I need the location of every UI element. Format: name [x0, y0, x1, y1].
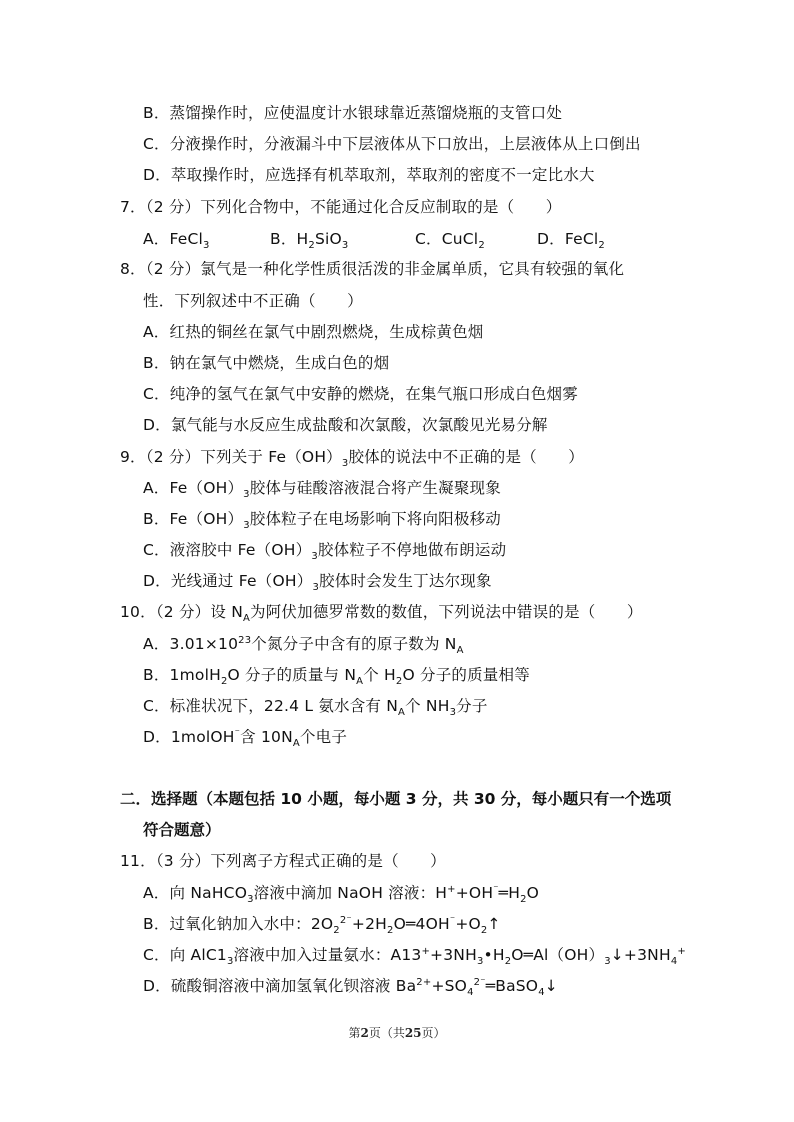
q11-option-c: C．向 $AlC1_3$溶液中加入过量氨水：$A13^++3NH_3•H_2O═Al(OH)_3↓+3NH_4^+$ — [143, 945, 686, 968]
q10-option-a: A．$3.01\times 10^{23}$个氮分子中含有的原子数为 $N_A$ — [143, 634, 464, 657]
section-2-heading-line2: 符合题意） — [143, 821, 221, 839]
q9-option-b: B．$Fe(OH)_3$胶体粒子在电场影响下将向阳极移动 — [143, 510, 501, 532]
q10-stem: 10．（2 分）设 $N_A$为阿伏加德罗常数的数值，下列说法中错误的是（ ） — [120, 603, 643, 625]
q9-option-a: A．$Fe(OH)_3$胶体与硅酸溶液混合将产生凝聚现象 — [143, 479, 501, 501]
q8-option-c: C．纯净的氢气在氯气中安静的燃烧，在集气瓶口形成白色烟雾 — [143, 385, 578, 403]
q8-stem-line1: 8．（2 分）氯气是一种化学性质很活泼的非金属单质，它具有较强的氧化 — [120, 260, 625, 278]
q11-option-a: A．向 NaHCO$_3$溶液中滴加 NaOH 溶液：$H^++OH^{^-}═H_2O$ — [143, 883, 540, 906]
q6-option-d: D．萃取操作时，应选择有机萃取剂，萃取剂的密度不一定比水大 — [143, 166, 595, 184]
q6-option-c: C．分液操作时，分液漏斗中下层液体从下口放出，上层液体从上口倒出 — [143, 135, 641, 153]
q9-option-c: C．液溶胶中 $Fe(OH)_3$胶体粒子不停地做布朗运动 — [143, 541, 507, 563]
q8-option-a: A．红热的铜丝在氯气中剧烈燃烧，生成棕黄色烟 — [143, 323, 484, 341]
q10-option-d: D．1molOH⁻含 $10N_A$个电子 — [143, 727, 348, 750]
q8-option-d: D．氯气能与水反应生成盐酸和次氯酸，次氯酸见光易分解 — [143, 416, 548, 434]
q10-option-c: C．标准状况下，22.4 L 氨水含有 $N_A$个 $NH_3$分子 — [143, 697, 488, 719]
q7-option-d: D．FeCl$_2$ — [537, 230, 605, 252]
q11-stem: 11．（3 分）下列离子方程式正确的是（ ） — [120, 852, 446, 870]
q9-stem: 9．（2 分）下列关于 $Fe(OH)_3$胶体的说法中不正确的是（ ） — [120, 448, 584, 470]
q7-option-a: A．FeCl$_3$ — [143, 230, 210, 252]
q11-option-b: B．过氧化钠加入水中：$2O_2^{2^-}+2H_2O═4OH^{^-}+O_2↑$ — [143, 914, 501, 937]
q7-option-c: C．CuCl$_2$ — [415, 230, 485, 252]
q11-option-d: D．硫酸铜溶液中滴加氢氧化钡溶液 $Ba^{2+}+SO_4^{2^-}═BaSO_4↓$ — [143, 976, 558, 999]
section-2-heading-line1: 二．选择题（本题包括 10 小题，每小题 3 分，共 30 分，每小题只有一个选项 — [120, 790, 672, 808]
q10-option-b: B．1molH$_2$O 分子的质量与 $N_A$个 $H_2O$ 分子的质量相等 — [143, 666, 530, 688]
total-pages: 25 — [404, 1026, 422, 1040]
page-number: 2 — [360, 1026, 369, 1040]
q8-stem-line2: 性．下列叙述中不正确（ ） — [143, 292, 363, 310]
q6-option-b: B．蒸馏操作时，应使温度计水银球靠近蒸馏烧瓶的支管口处 — [143, 104, 563, 122]
q7-option-b: B．$H_2SiO_3$ — [270, 230, 349, 252]
q7-options — [143, 228, 663, 250]
q9-option-d: D．光线通过 $Fe(OH)_3$胶体时会发生丁达尔现象 — [143, 572, 492, 594]
q8-option-b: B．钠在氯气中燃烧，生成白色的烟 — [143, 354, 390, 372]
q7-stem: 7．（2 分）下列化合物中，不能通过化合反应制取的是（ ） — [120, 198, 562, 216]
page-footer: 第2页（共25页） — [348, 1026, 446, 1040]
